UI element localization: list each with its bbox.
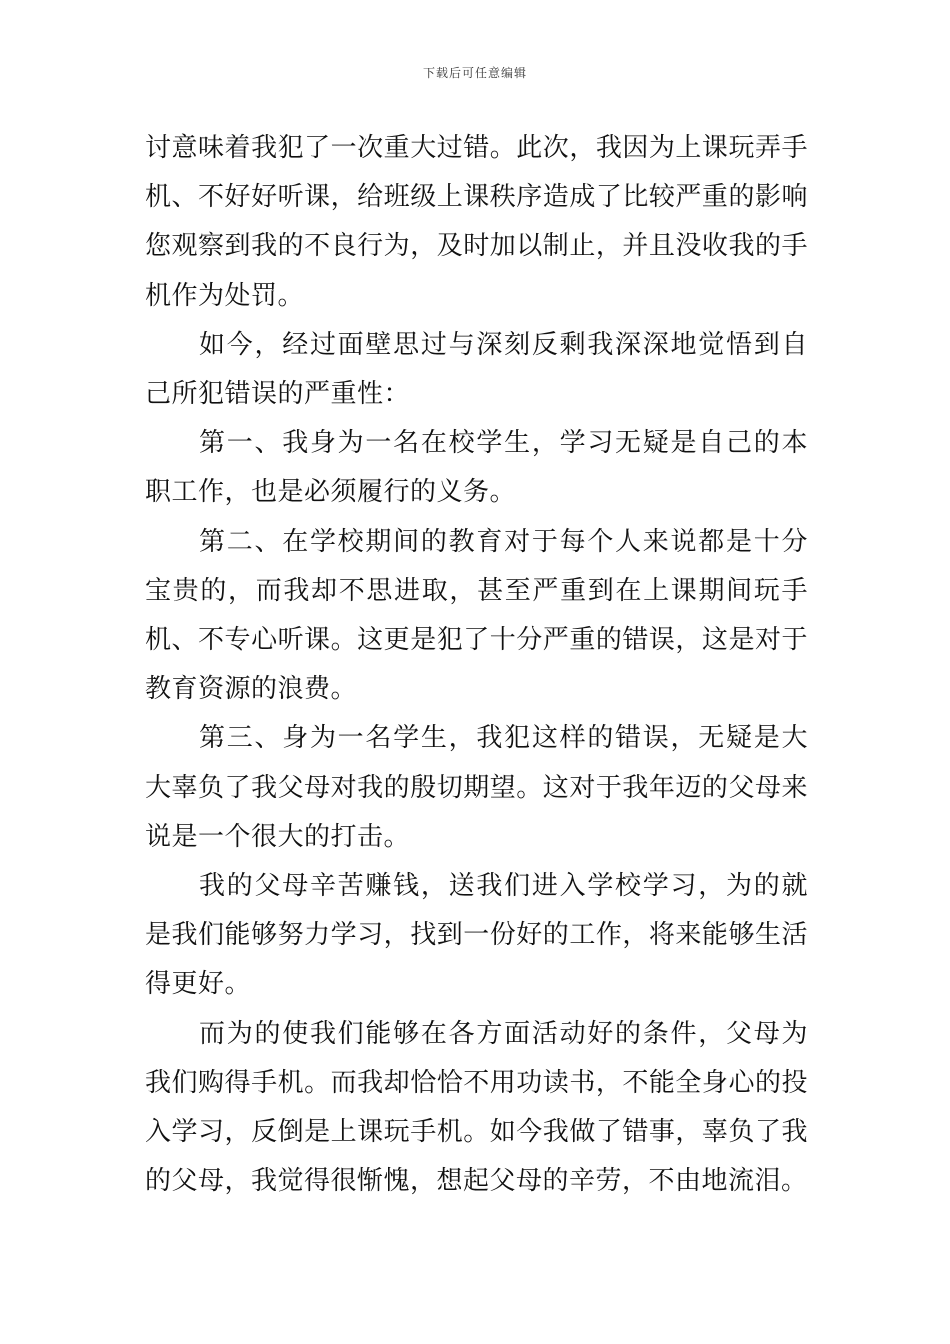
paragraph-realization: 如今，经过面壁思过与深刻反剩我深深地觉悟到自己所犯错误的严重性： [145, 329, 808, 410]
paragraph-point-one: 第一、我身为一名在校学生，学习无疑是自己的本职工作，也是必须履行的义务。 [145, 428, 808, 508]
paragraph-parents-work: 我的父母辛苦赚钱，送我们进入学校学习，为的就是我们能够努力学习，找到一份好的工作，将来能够生活得更好。 [145, 871, 808, 1000]
page-header-note: 下载后可任意编辑 [422, 66, 527, 80]
paragraph-phone-regret: 而为的使我们能够在各方面活动好的条件，父母为我们购得手机。而我却恰恰不用功读书，不能全身心的投入学习，反倒是上课玩手机。如今我做了错事，辜负了我的父母，我觉得很惭愧，想起父母的辛劳，不由地流泪。 [145, 1018, 808, 1197]
document-body [145, 124, 808, 1206]
paragraph-continuation: 讨意味着我犯了一次重大过错。此次，我因为上课玩弄手机、不好好听课，给班级上课秩序造成了比较严重的影响您观察到我的不良行为，及时加以制止，并且没收我的手机作为处罚。 [145, 133, 808, 311]
paragraph-point-two: 第二、在学校期间的教育对于每个人来说都是十分宝贵的，而我却不思进取，甚至严重到在上课期间玩手机、不专心听课。这更是犯了十分严重的错误，这是对于教育资源的浪费。 [145, 526, 808, 705]
paragraph-point-three: 第三、身为一名学生，我犯这样的错误，无疑是大大辜负了我父母对我的殷切期望。这对于我年迈的父母来说是一个很大的打击。 [145, 723, 808, 852]
